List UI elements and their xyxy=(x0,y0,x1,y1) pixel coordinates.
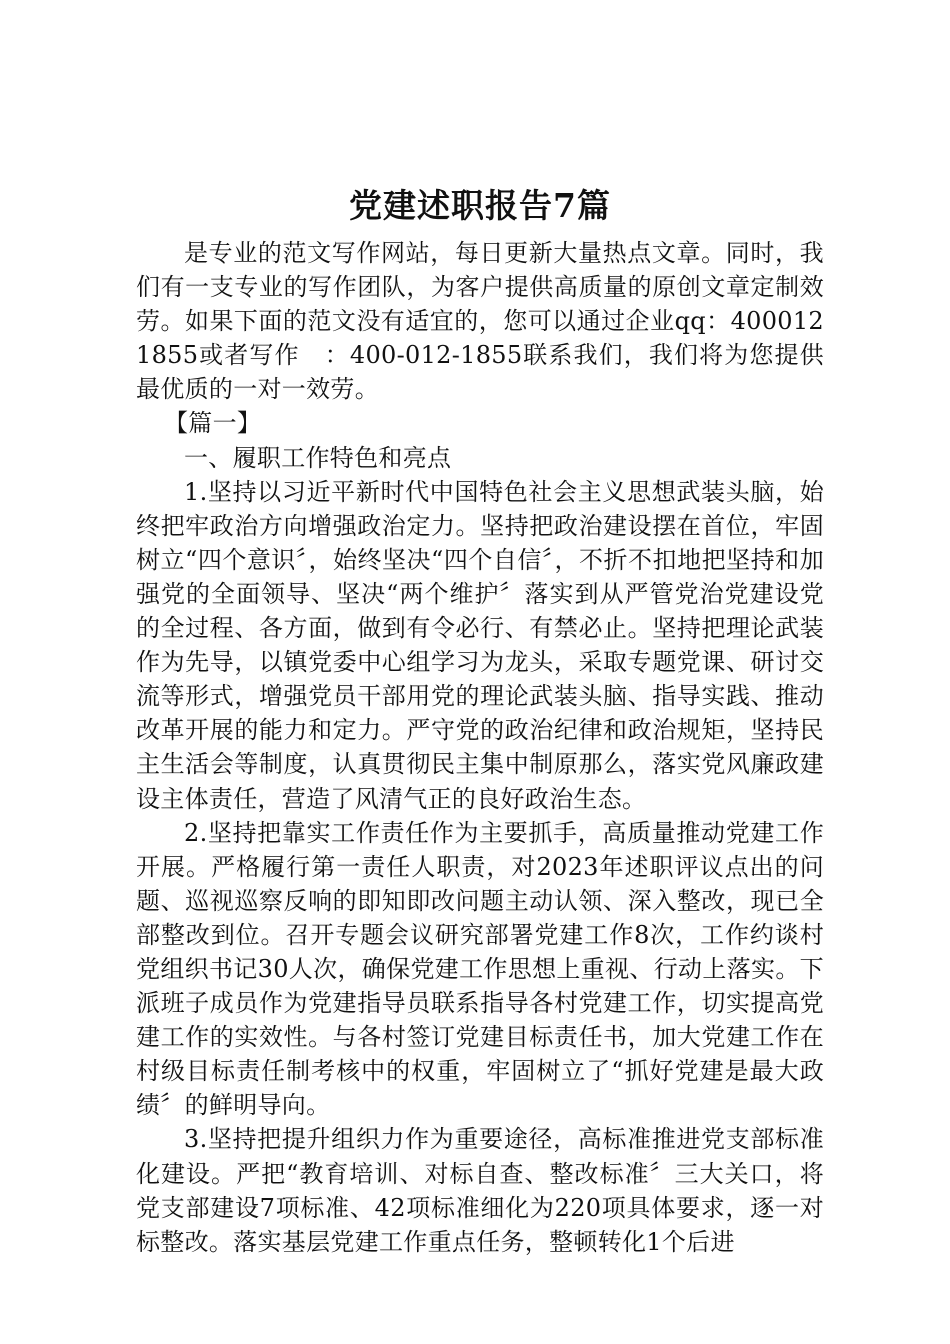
body-paragraph-1: 1.坚持以习近平新时代中国特色社会主义思想武装头脑，始终把牢政治方向增强政治定力。坚持把政治建设摆在首位，牢固树立“四个意识〞，始终坚决“四个自信〞，不折不扣地把坚持和加强党的全面领导、坚决“两个维护〞落实到从严管党治党建设党的全过程、各方面，做到有令必行、有禁必止。坚持把理论武装作为先导，以镇党委中心组学习为龙头，采取专题党课、研讨交流等形式，增强党员干部用党的理论武装头脑、指导实践、推动改革开展的能力和定力。严守党的政治纪律和政治规矩，坚持民主生活会等制度，认真贯彻民主集中制原那么，落实党风廉政建设主体责任，营造了风清气正的良好政治生态。 xyxy=(136,477,824,813)
section-label: 【篇一】 xyxy=(164,409,262,438)
document-title: 党建述职报告7篇 xyxy=(349,186,611,225)
intro-paragraph: 是专业的范文写作网站，每日更新大量热点文章。同时，我们有一支专业的写作团队，为客户提供高质量的原创文章定制效劳。如果下面的范文没有适宜的，您可以通过企业qq：4000121855或者写作 ：400-012-1855联系我们，我们将为您提供最优质的一对一效劳。 xyxy=(136,239,824,404)
body-paragraph-3: 3.坚持把提升组织力作为重要途径，高标准推进党支部标准化建设。严把“教育培训、对标自查、整改标准〞三大关口，将党支部建设7项标准、42项标准细化为220项具体要求，逐一对标整改。落实基层党建工作重点任务，整顿转化1个后进 xyxy=(136,1125,824,1256)
body-paragraph-2: 2.坚持把靠实工作责任作为主要抓手，高质量推动党建工作开展。严格履行第一责任人职责，对2023年述职评议点出的问题、巡视巡察反响的即知即改问题主动认领、深入整改，现已全部整改到位。召开专题会议研究部署党建工作8次，工作约谈村党组织书记30人次，确保党建工作思想上重视、行动上落实。下派班子成员作为党建指导员联系指导各村党建工作，切实提高党建工作的实效性。与各村签订党建目标责任书，加大党建工作在村级目标责任制考核中的权重，牢固树立了“抓好党建是最大政绩〞的鲜明导向。 xyxy=(136,818,824,1120)
document-page xyxy=(136,178,824,1259)
subheading: 一、履职工作特色和亮点 xyxy=(184,443,452,472)
